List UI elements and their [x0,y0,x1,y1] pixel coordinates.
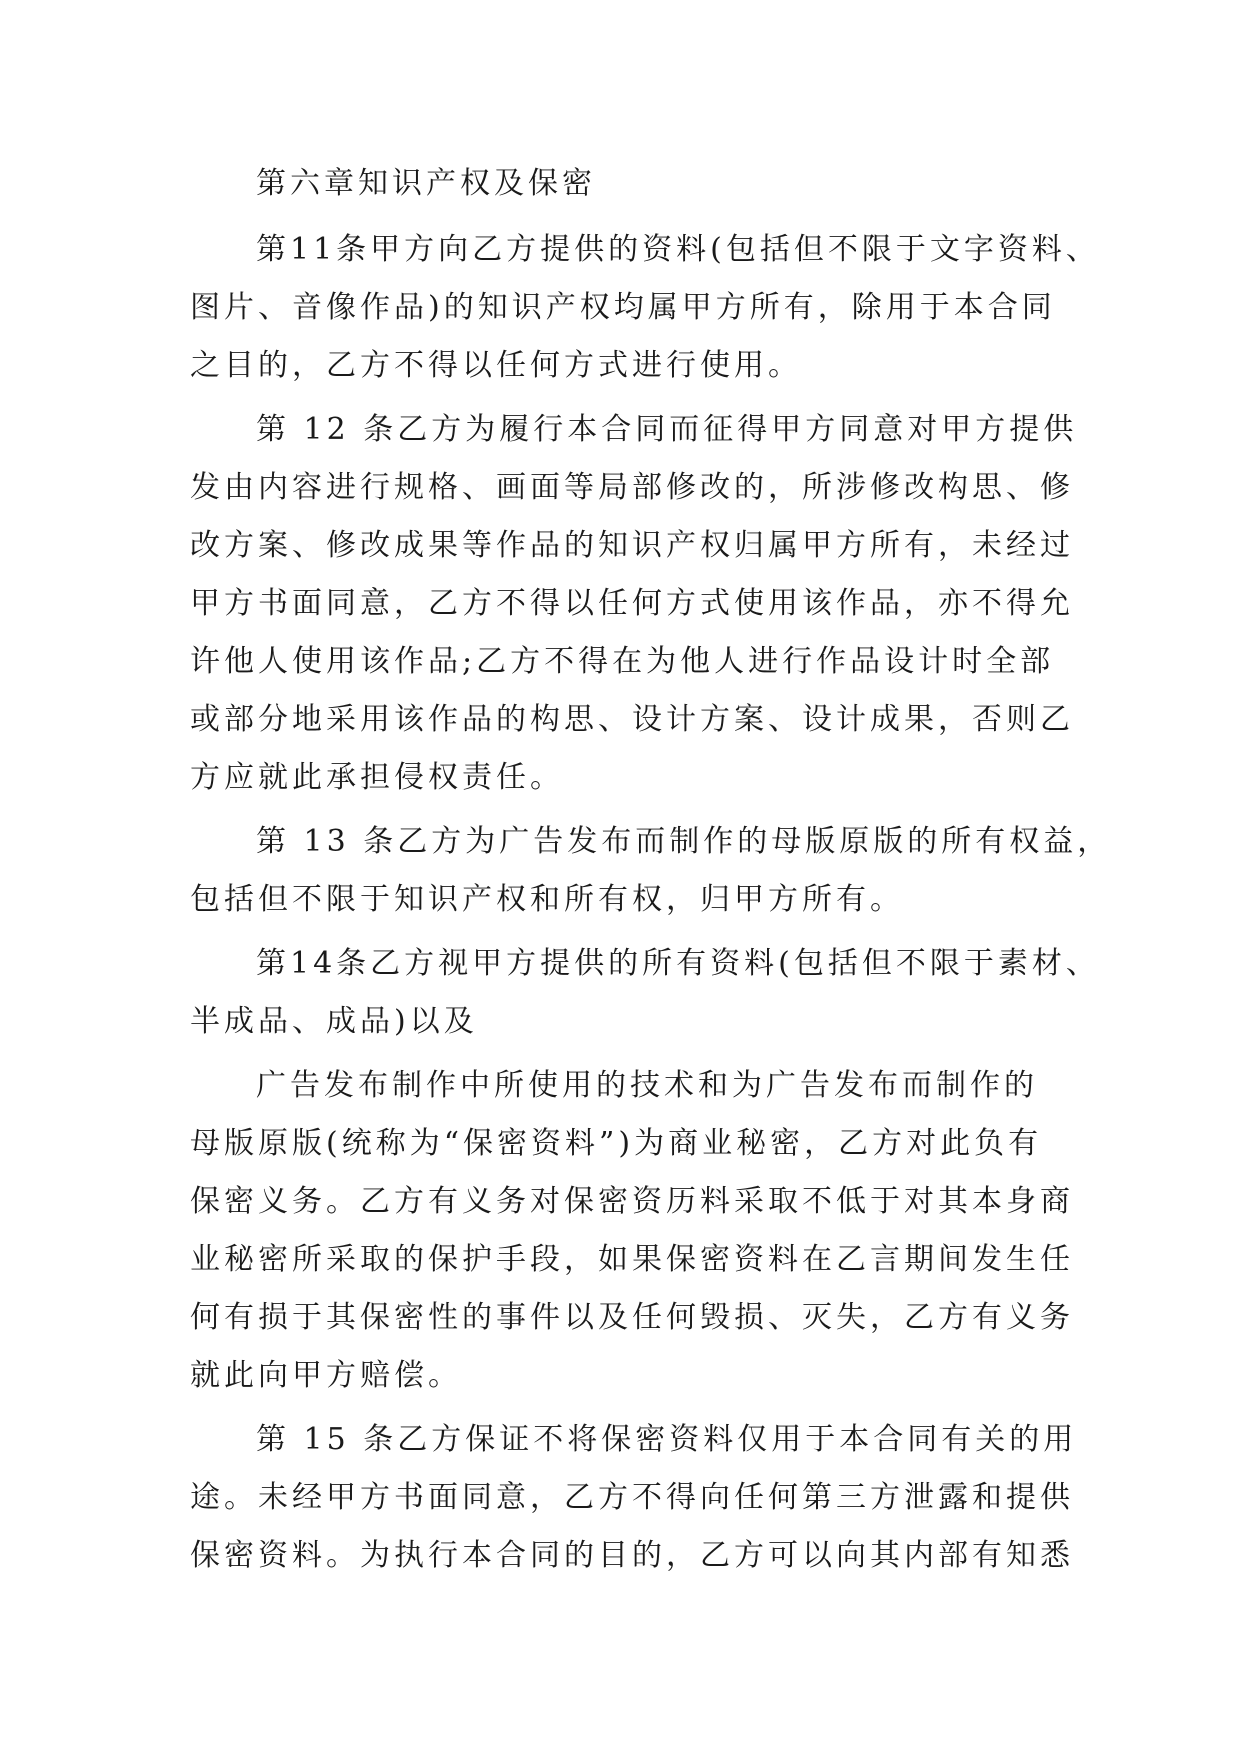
article-14-cont-line-2: 母版原版(统称为“保密资料”)为商业秘密，乙方对此负有 [190,1126,1043,1161]
article-12-line-5: 许他人使用该作品;乙方不得在为他人进行作品设计时全部 [190,644,1055,679]
article-14-cont-line-1: 广告发布制作中所使用的技术和为广告发布而制作的 [256,1068,1038,1103]
article-12-line-4: 甲方书面同意，乙方不得以任何方式使用该作品，亦不得允 [190,586,1074,621]
article-13-line-1: 第 13 条乙方为广告发布而制作的母版原版的所有权益， [256,824,1112,859]
chapter-heading: 第六章知识产权及保密 [256,166,596,201]
article-12-line-7: 方应就此承担侵权责任。 [190,760,564,795]
article-14-cont-line-5: 何有损于其保密性的事件以及任何毁损、灭失，乙方有义务 [190,1300,1074,1335]
article-14-cont-line-6: 就此向甲方赔偿。 [190,1358,462,1393]
article-15-line-3: 保密资料。为执行本合同的目的，乙方可以向其内部有知悉 [190,1538,1074,1573]
article-14-cont-line-3: 保密义务。乙方有义务对保密资历料采取不低于对其本身商 [190,1184,1074,1219]
article-11-line-1: 第11条甲方向乙方提供的资料(包括但不限于文字资料、 [256,232,1100,267]
article-12-line-3: 改方案、修改成果等作品的知识产权归属甲方所有，未经过 [190,528,1074,563]
article-11-line-2: 图片、音像作品)的知识产权均属甲方所有，除用于本合同 [190,290,1056,325]
article-14-cont-line-4: 业秘密所采取的保护手段，如果保密资料在乙言期间发生任 [190,1242,1074,1277]
article-12-line-2: 发由内容进行规格、画面等局部修改的，所涉修改构思、修 [190,470,1074,505]
article-14-line-2: 半成品、成品)以及 [190,1004,478,1039]
article-15-line-1: 第 15 条乙方保证不将保密资料仅用于本合同有关的用 [256,1422,1078,1457]
article-13-line-2: 包括但不限于知识产权和所有权，归甲方所有。 [190,882,904,917]
article-12-line-6: 或部分地采用该作品的构思、设计方案、设计成果，否则乙 [190,702,1074,737]
article-15-line-2: 途。未经甲方书面同意，乙方不得向任何第三方泄露和提供 [190,1480,1074,1515]
article-12-line-1: 第 12 条乙方为履行本合同而征得甲方同意对甲方提供 [256,412,1078,447]
article-11-line-3: 之目的，乙方不得以任何方式进行使用。 [190,348,802,383]
article-14-line-1: 第14条乙方视甲方提供的所有资料(包括但不限于素材、 [256,946,1100,981]
